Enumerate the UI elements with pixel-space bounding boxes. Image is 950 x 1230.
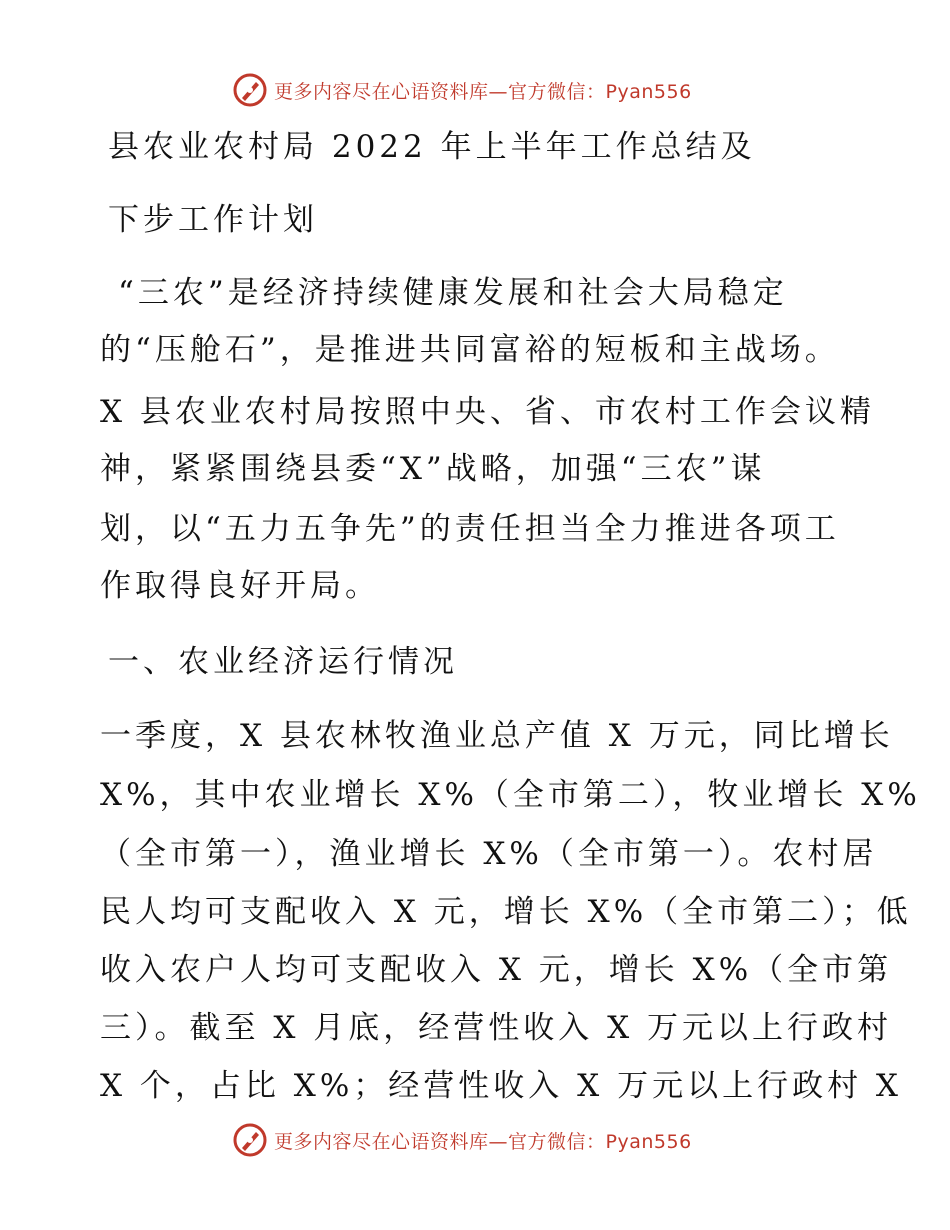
watermark-banner-top <box>232 70 692 110</box>
paragraph-line: X 县农业农村局按照中央、省、市农村工作会议精 <box>100 394 875 430</box>
paragraph-line: 划，以“五力五争先”的责任担当全力推进各项工 <box>100 511 840 547</box>
paragraph-line: 民人均可支配收入 X 元，增长 X%（全市第二）；低 <box>100 894 912 930</box>
paragraph-line: X 个，占比 X%；经营性收入 X 万元以上行政村 X <box>100 1068 903 1104</box>
section-heading: 一、农业经济运行情况 <box>108 644 458 680</box>
paragraph-line: “三农”是经济持续健康发展和社会大局稳定 <box>118 275 788 311</box>
document-title-line-2: 下步工作计划 <box>108 202 318 238</box>
watermark-banner-bottom <box>232 1120 692 1160</box>
paragraph-line: （全市第一），渔业增长 X%（全市第一）。农村居 <box>100 836 878 872</box>
paragraph-line: 神，紧紧围绕县委“X”战略，加强“三农”谋 <box>100 451 766 487</box>
watermark-text: 更多内容尽在心语资料库—官方微信：Pyan556 <box>274 80 692 103</box>
document-title-line-1: 县农业农村局 2022 年上半年工作总结及 <box>108 129 756 165</box>
pen-logo-icon <box>232 72 268 108</box>
paragraph-line: 三）。截至 X 月底，经营性收入 X 万元以上行政村 <box>100 1010 893 1046</box>
paragraph-line: 作取得良好开局。 <box>100 568 380 604</box>
paragraph-line: 的“压舱石”，是推进共同富裕的短板和主战场。 <box>100 332 840 368</box>
watermark-text: 更多内容尽在心语资料库—官方微信：Pyan556 <box>274 1130 692 1153</box>
paragraph-line: 收入农户人均可支配收入 X 元，增长 X%（全市第 <box>100 952 893 988</box>
paragraph-line: 一季度，X 县农林牧渔业总产值 X 万元，同比增长 <box>100 718 894 754</box>
pen-logo-icon <box>232 1122 268 1158</box>
paragraph-line: X%，其中农业增长 X%（全市第二），牧业增长 X% <box>100 777 921 813</box>
